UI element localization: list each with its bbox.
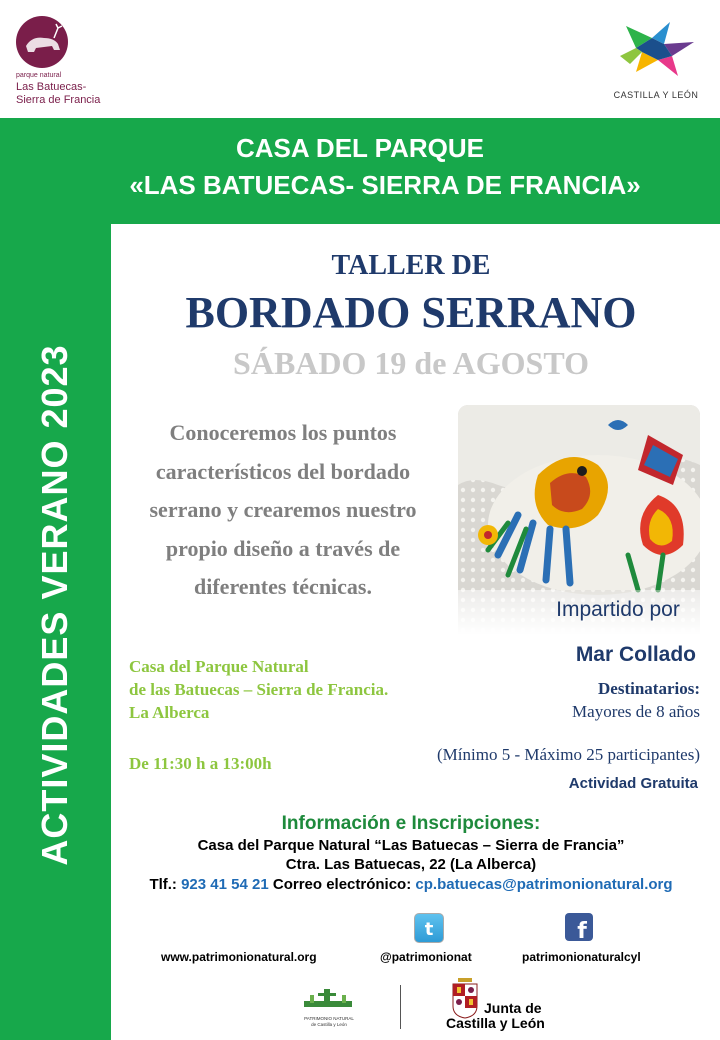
event-date: SÁBADO 19 de AGOSTO — [233, 345, 589, 381]
patrimonio-line2: de Castilla y León — [311, 1022, 347, 1027]
park-logo-line3: Sierra de Francia — [16, 94, 101, 106]
footer-divider — [400, 985, 401, 1029]
audience-value: Mayores de 8 años — [572, 702, 700, 721]
description-line: propio diseño a través de — [165, 535, 401, 561]
event-time: De 11:30 h a 13:00h — [129, 754, 272, 773]
info-contact — [111, 876, 711, 893]
instructor-name: Mar Collado — [575, 643, 696, 666]
twitter-handle[interactable]: @patrimonionat — [380, 950, 472, 964]
location — [129, 655, 388, 724]
audience-label: Destinatarios: — [598, 679, 700, 698]
patrimonio-line1: PATRIMONIO NATURAL — [304, 1016, 354, 1021]
deer-emblem-icon — [14, 16, 72, 68]
location-line1: Casa del Parque Natural — [129, 657, 309, 676]
info-line2: Ctra. Las Batuecas, 22 (La Alberca) — [285, 856, 537, 873]
instructor-label: Impartido por — [556, 598, 680, 621]
castilla-leon-logo-text: CASTILLA Y LEÓN — [613, 90, 699, 100]
castilla-leon-logo — [606, 20, 706, 105]
patrimonio-natural-emblem-icon — [298, 983, 358, 1015]
title-line1: TALLER DE — [331, 250, 491, 281]
location-line3: La Alberca — [129, 703, 210, 722]
twitter-icon[interactable] — [414, 913, 444, 943]
email-label: Correo electrónico: — [268, 876, 416, 893]
capacity: (Mínimo 5 - Máximo 25 participantes) — [437, 745, 700, 764]
banner-line1: CASA DEL PARQUE — [236, 133, 484, 163]
coat-of-arms-icon — [450, 976, 480, 1020]
patrimonio-natural-logo — [298, 983, 360, 1031]
park-logo — [14, 16, 124, 111]
svg-text:f: f — [577, 919, 587, 941]
junta-line1: Junta de — [484, 1000, 542, 1016]
location-line2: de las Batuecas – Sierra de Francia. — [129, 680, 389, 699]
facebook-icon[interactable] — [565, 913, 593, 941]
castilla-leon-star-icon — [616, 20, 696, 78]
website-link[interactable]: www.patrimonionatural.org — [161, 950, 317, 964]
svg-text:t: t — [424, 919, 434, 940]
phone-label: Tlf.: — [149, 876, 182, 893]
park-logo-line2: Las Batuecas- — [16, 81, 87, 93]
email-link[interactable]: cp.batuecas@patrimonionatural.org — [415, 876, 673, 893]
description-line: Conoceremos los puntos — [169, 420, 397, 445]
info-title: Información e Inscripciones: — [281, 813, 541, 834]
info-line1: Casa del Parque Natural “Las Batuecas – Sierra de Francia” — [197, 837, 625, 854]
description — [118, 414, 448, 607]
price-label: Actividad Gratuita — [568, 775, 698, 792]
description-line: serrano y crearemos nuestro — [149, 497, 417, 522]
description-line: diferentes técnicas. — [194, 574, 372, 599]
sidebar-title: ACTIVIDADES VERANO 2023 — [34, 344, 75, 866]
junta-logo — [446, 972, 556, 1034]
phone-number[interactable]: 923 41 54 21 — [181, 876, 269, 893]
title-main: BORDADO SERRANO — [185, 288, 637, 337]
park-logo-line1: parque natural — [16, 72, 62, 79]
banner-line2: «LAS BATUECAS- SIERRA DE FRANCIA» — [129, 170, 641, 200]
facebook-handle[interactable]: patrimonionaturalcyl — [522, 950, 641, 964]
junta-line2: Castilla y León — [446, 1015, 545, 1031]
description-line: característicos del bordado — [155, 458, 411, 484]
